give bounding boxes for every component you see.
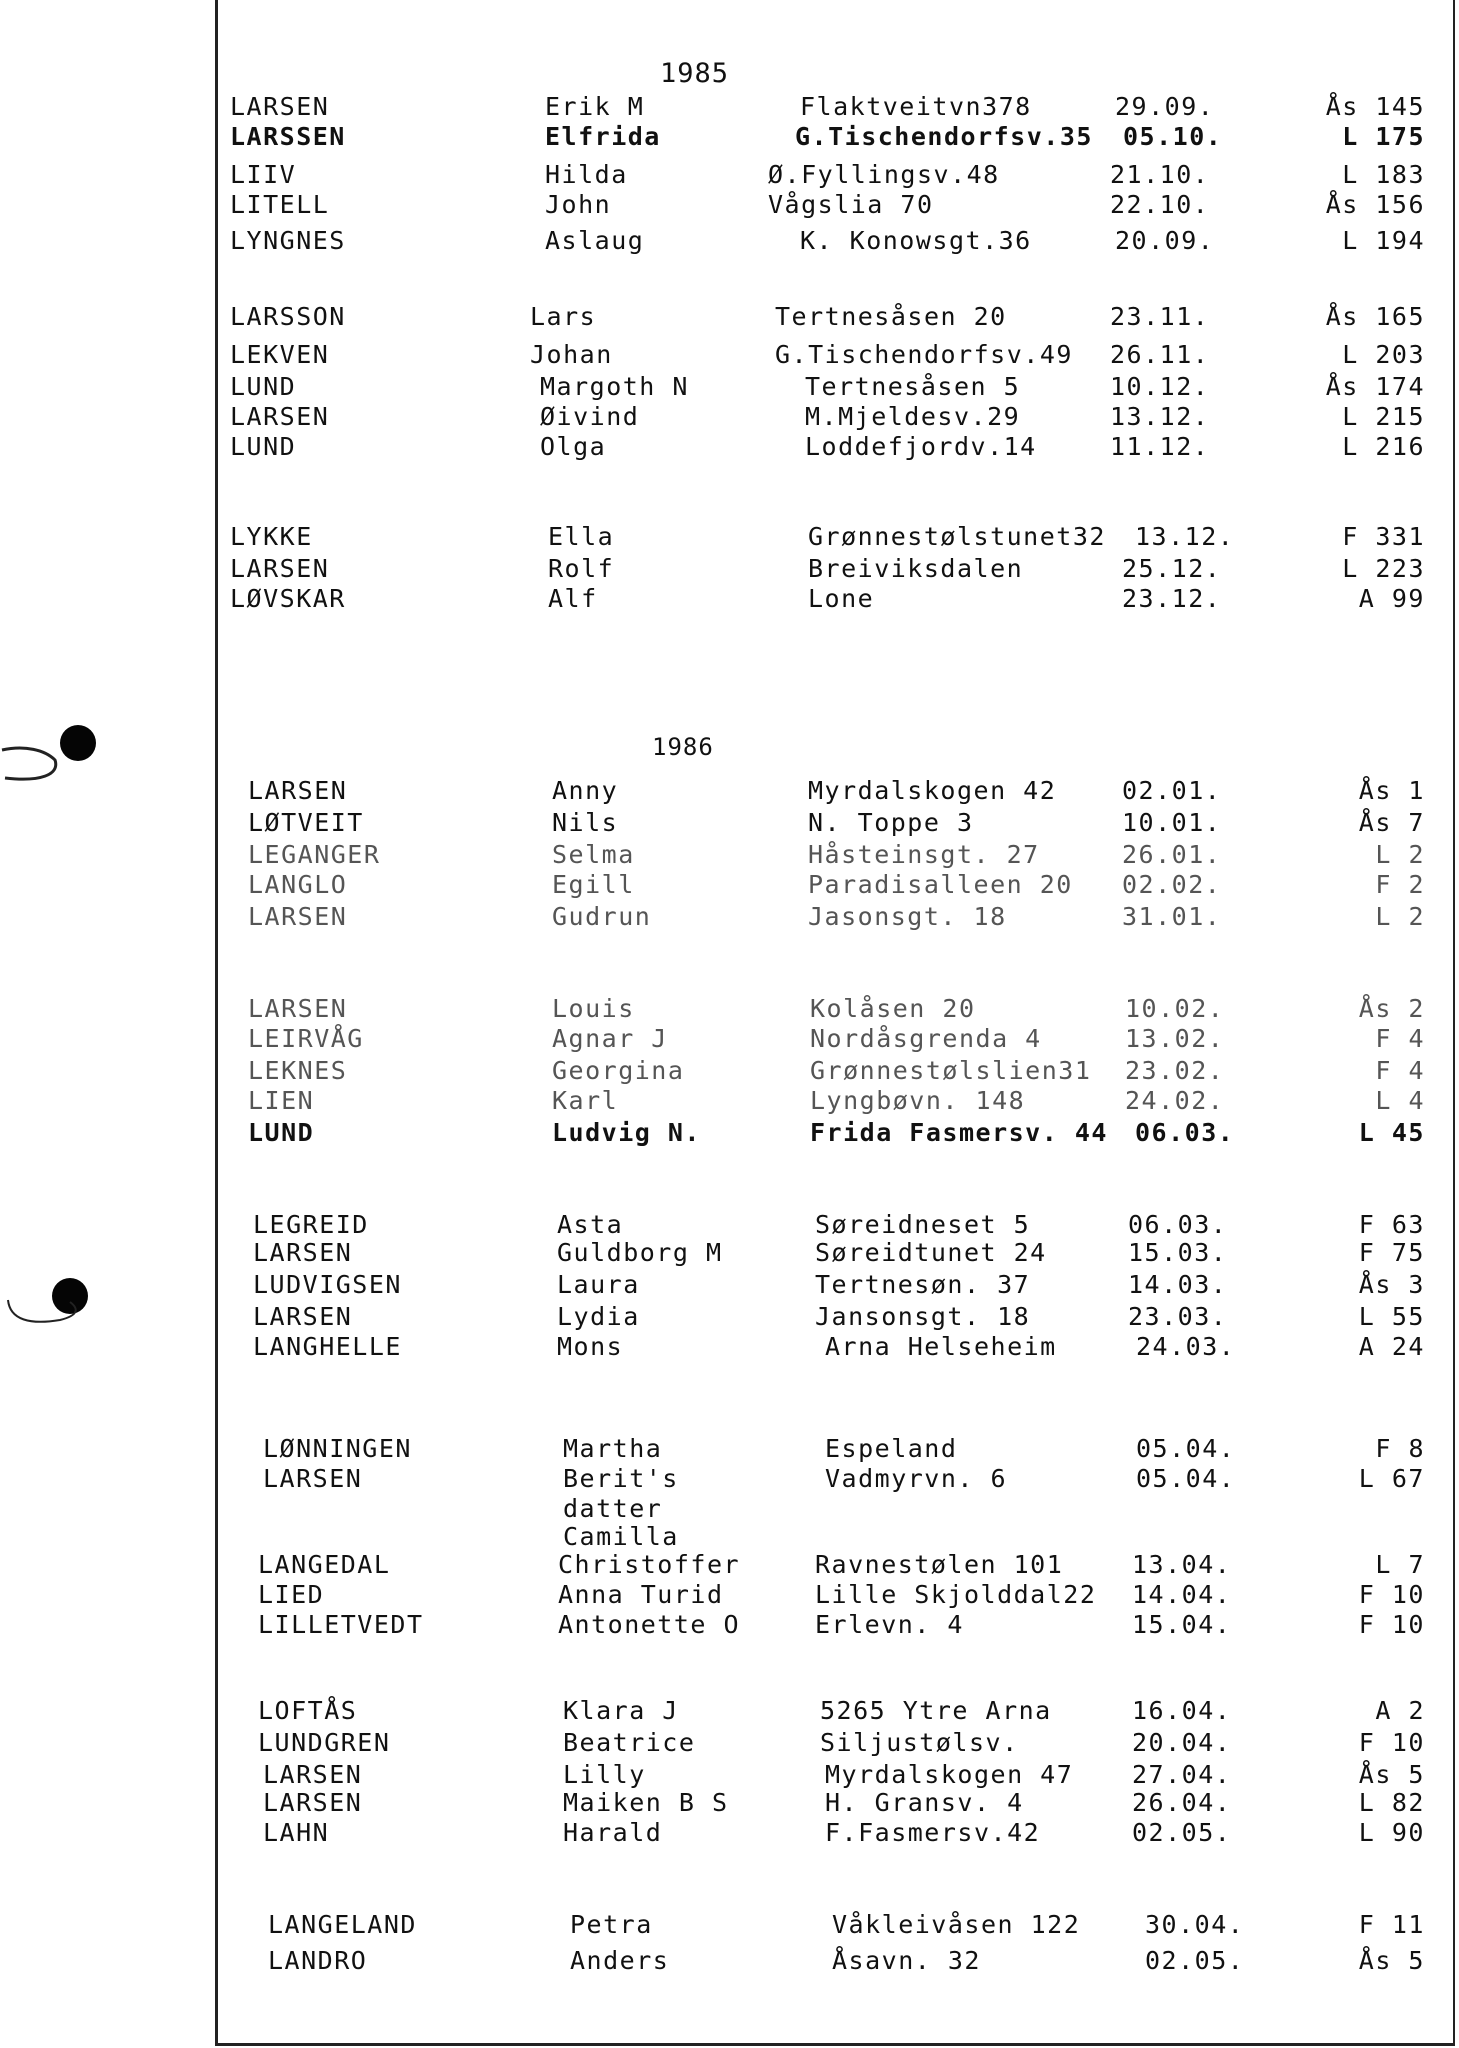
table-row bbox=[230, 402, 1430, 432]
table-row bbox=[230, 1818, 1430, 1848]
address: G.Tischendorfsv.35 bbox=[795, 122, 1093, 151]
table-row bbox=[230, 372, 1430, 402]
ref: Ås 156 bbox=[1325, 190, 1425, 219]
first-name: Laura bbox=[557, 1270, 640, 1299]
address: Lyngbøvn. 148 bbox=[810, 1086, 1026, 1115]
date: 02.02. bbox=[1122, 870, 1222, 899]
ref: F 75 bbox=[1358, 1238, 1425, 1267]
first-name: datter bbox=[563, 1494, 663, 1523]
address: Håsteinsgt. 27 bbox=[808, 840, 1040, 869]
date: 13.12. bbox=[1110, 402, 1210, 431]
ref: Ås 5 bbox=[1358, 1946, 1425, 1975]
last-name: LARSEN bbox=[248, 776, 348, 805]
first-name: Anders bbox=[570, 1946, 670, 1975]
table-row bbox=[230, 1522, 1430, 1552]
ref: F 11 bbox=[1358, 1910, 1425, 1939]
ref: L 2 bbox=[1375, 902, 1425, 931]
last-name: LUND bbox=[230, 372, 297, 401]
ref: A 99 bbox=[1358, 584, 1425, 613]
address: Loddefjordv.14 bbox=[805, 432, 1037, 461]
date: 24.03. bbox=[1136, 1332, 1236, 1361]
last-name: LANGEDAL bbox=[258, 1550, 391, 1579]
first-name: Asta bbox=[557, 1210, 624, 1239]
ref: F 4 bbox=[1375, 1056, 1425, 1085]
ref: L 175 bbox=[1342, 122, 1425, 151]
address: Ø.Fyllingsv.48 bbox=[768, 160, 1000, 189]
last-name: LARSEN bbox=[263, 1760, 363, 1789]
last-name: LARSSEN bbox=[230, 122, 346, 151]
date: 13.12. bbox=[1135, 522, 1235, 551]
first-name: Georgina bbox=[552, 1056, 685, 1085]
table-row bbox=[230, 340, 1430, 370]
table-row bbox=[230, 1434, 1430, 1464]
table-row bbox=[230, 1580, 1430, 1610]
address: Myrdalskogen 42 bbox=[808, 776, 1057, 805]
first-name: Margoth N bbox=[540, 372, 689, 401]
ref: L 90 bbox=[1358, 1818, 1425, 1847]
date: 02.05. bbox=[1132, 1818, 1232, 1847]
ref: L 45 bbox=[1358, 1118, 1425, 1147]
date: 26.04. bbox=[1132, 1788, 1232, 1817]
date: 02.01. bbox=[1122, 776, 1222, 805]
first-name: Mons bbox=[557, 1332, 624, 1361]
last-name: LØVSKAR bbox=[230, 584, 346, 613]
table-row bbox=[230, 1238, 1430, 1268]
first-name: Johan bbox=[530, 340, 613, 369]
table-row bbox=[230, 302, 1430, 332]
date: 05.10. bbox=[1123, 122, 1223, 151]
table-row bbox=[230, 994, 1430, 1024]
last-name: LILLETVEDT bbox=[258, 1610, 424, 1639]
table-row bbox=[230, 122, 1430, 152]
ref: Ås 165 bbox=[1325, 302, 1425, 331]
date: 26.11. bbox=[1110, 340, 1210, 369]
last-name: LOFTÅS bbox=[258, 1696, 358, 1725]
ref: L 194 bbox=[1342, 226, 1425, 255]
first-name: Øivind bbox=[540, 402, 640, 431]
address: Tertnesøn. 37 bbox=[815, 1270, 1031, 1299]
table-row bbox=[230, 808, 1430, 838]
date: 22.10. bbox=[1110, 190, 1210, 219]
date: 06.03. bbox=[1135, 1118, 1235, 1147]
first-name: Ella bbox=[548, 522, 615, 551]
ref: L 183 bbox=[1342, 160, 1425, 189]
ref: Ås 7 bbox=[1358, 808, 1425, 837]
address: Myrdalskogen 47 bbox=[825, 1760, 1074, 1789]
address: M.Mjeldesv.29 bbox=[805, 402, 1021, 431]
first-name: Louis bbox=[552, 994, 635, 1023]
table-row bbox=[230, 1910, 1430, 1940]
table-row bbox=[230, 226, 1430, 256]
ref: A 24 bbox=[1358, 1332, 1425, 1361]
year-heading: 1986 bbox=[652, 733, 714, 761]
last-name: LANGLO bbox=[248, 870, 348, 899]
address: H. Gransv. 4 bbox=[825, 1788, 1024, 1817]
first-name: Guldborg M bbox=[557, 1238, 723, 1267]
date: 23.02. bbox=[1125, 1056, 1225, 1085]
last-name: LUND bbox=[230, 432, 297, 461]
address: Flaktveitvn378 bbox=[800, 92, 1032, 121]
last-name: LANGHELLE bbox=[253, 1332, 402, 1361]
ref: F 8 bbox=[1375, 1434, 1425, 1463]
ref: F 10 bbox=[1358, 1728, 1425, 1757]
address: Åsavn. 32 bbox=[832, 1946, 981, 1975]
address: Tertnesåsen 20 bbox=[775, 302, 1007, 331]
first-name: Gudrun bbox=[552, 902, 652, 931]
date: 10.01. bbox=[1122, 808, 1222, 837]
first-name: Petra bbox=[570, 1910, 653, 1939]
ref: Ås 174 bbox=[1325, 372, 1425, 401]
first-name: John bbox=[545, 190, 612, 219]
first-name: Anna Turid bbox=[558, 1580, 724, 1609]
address: K. Konowsgt.36 bbox=[800, 226, 1032, 255]
first-name: Berit's bbox=[563, 1464, 679, 1493]
last-name: LAHN bbox=[263, 1818, 330, 1847]
first-name: Selma bbox=[552, 840, 635, 869]
table-row bbox=[230, 1550, 1430, 1580]
address: G.Tischendorfsv.49 bbox=[775, 340, 1073, 369]
date: 29.09. bbox=[1115, 92, 1215, 121]
address: Espeland bbox=[825, 1434, 958, 1463]
date: 05.04. bbox=[1136, 1464, 1236, 1493]
table-row bbox=[230, 1332, 1430, 1362]
first-name: Lars bbox=[530, 302, 597, 331]
first-name: Agnar J bbox=[552, 1024, 668, 1053]
first-name: Anny bbox=[552, 776, 619, 805]
address: Vadmyrvn. 6 bbox=[825, 1464, 1008, 1493]
first-name: Lydia bbox=[557, 1302, 640, 1331]
ref: Ås 3 bbox=[1358, 1270, 1425, 1299]
ref: F 10 bbox=[1358, 1610, 1425, 1639]
last-name: LARSEN bbox=[230, 92, 330, 121]
date: 30.04. bbox=[1145, 1910, 1245, 1939]
table-row bbox=[230, 522, 1430, 552]
table-row bbox=[230, 1086, 1430, 1116]
first-name: Elfrida bbox=[545, 122, 661, 151]
last-name: LØTVEIT bbox=[248, 808, 364, 837]
last-name: LARSEN bbox=[263, 1788, 363, 1817]
first-name: Antonette O bbox=[558, 1610, 741, 1639]
address: Lille Skjolddal22 bbox=[815, 1580, 1097, 1609]
address: 5265 Ytre Arna bbox=[820, 1696, 1052, 1725]
last-name: LIEN bbox=[248, 1086, 315, 1115]
address: Erlevn. 4 bbox=[815, 1610, 964, 1639]
table-row bbox=[230, 1210, 1430, 1240]
date: 13.04. bbox=[1132, 1550, 1232, 1579]
last-name: LIIV bbox=[230, 160, 297, 189]
date: 02.05. bbox=[1145, 1946, 1245, 1975]
address: Søreidtunet 24 bbox=[815, 1238, 1047, 1267]
first-name: Lilly bbox=[563, 1760, 646, 1789]
ref: Ås 1 bbox=[1358, 776, 1425, 805]
first-name: Nils bbox=[552, 808, 619, 837]
ref: F 2 bbox=[1375, 870, 1425, 899]
date: 27.04. bbox=[1132, 1760, 1232, 1789]
date: 14.04. bbox=[1132, 1580, 1232, 1609]
address: Frida Fasmersv. 44 bbox=[810, 1118, 1108, 1147]
ref: F 63 bbox=[1358, 1210, 1425, 1239]
last-name: LUDVIGSEN bbox=[253, 1270, 402, 1299]
last-name: LEIRVÅG bbox=[248, 1024, 364, 1053]
date: 10.12. bbox=[1110, 372, 1210, 401]
date: 10.02. bbox=[1125, 994, 1225, 1023]
table-row bbox=[230, 160, 1430, 190]
last-name: LYNGNES bbox=[230, 226, 346, 255]
table-row bbox=[230, 1270, 1430, 1300]
table-row bbox=[230, 902, 1430, 932]
table-row bbox=[230, 584, 1430, 614]
address: Ravnestølen 101 bbox=[815, 1550, 1064, 1579]
date: 15.04. bbox=[1132, 1610, 1232, 1639]
table-row bbox=[230, 190, 1430, 220]
ref: L 223 bbox=[1342, 554, 1425, 583]
last-name: LARSEN bbox=[253, 1238, 353, 1267]
date: 26.01. bbox=[1122, 840, 1222, 869]
address: Kolåsen 20 bbox=[810, 994, 976, 1023]
table-row bbox=[230, 870, 1430, 900]
last-name: LANDRO bbox=[268, 1946, 368, 1975]
table-row bbox=[230, 1696, 1430, 1726]
date: 06.03. bbox=[1128, 1210, 1228, 1239]
last-name: LUND bbox=[248, 1118, 315, 1147]
ref: L 82 bbox=[1358, 1788, 1425, 1817]
last-name: LANGELAND bbox=[268, 1910, 417, 1939]
address: Våkleivåsen 122 bbox=[832, 1910, 1081, 1939]
date: 20.04. bbox=[1132, 1728, 1232, 1757]
date: 13.02. bbox=[1125, 1024, 1225, 1053]
last-name: LARSSON bbox=[230, 302, 346, 331]
last-name: LARSEN bbox=[248, 994, 348, 1023]
address: Vågslia 70 bbox=[768, 190, 934, 219]
last-name: LEKNES bbox=[248, 1056, 348, 1085]
date: 15.03. bbox=[1128, 1238, 1228, 1267]
table-row bbox=[230, 92, 1430, 122]
last-name: LARSEN bbox=[263, 1464, 363, 1493]
date: 16.04. bbox=[1132, 1696, 1232, 1725]
table-row bbox=[230, 1946, 1430, 1976]
address: F.Fasmersv.42 bbox=[825, 1818, 1041, 1847]
table-row bbox=[230, 1610, 1430, 1640]
first-name: Karl bbox=[552, 1086, 619, 1115]
last-name: LUNDGREN bbox=[258, 1728, 391, 1757]
ref: L 216 bbox=[1342, 432, 1425, 461]
address: Jasonsgt. 18 bbox=[808, 902, 1007, 931]
date: 20.09. bbox=[1115, 226, 1215, 255]
date: 21.10. bbox=[1110, 160, 1210, 189]
address: Breiviksdalen bbox=[808, 554, 1024, 583]
ref: F 10 bbox=[1358, 1580, 1425, 1609]
date: 24.02. bbox=[1125, 1086, 1225, 1115]
table-row bbox=[230, 1056, 1430, 1086]
table-row bbox=[230, 840, 1430, 870]
address: Grønnestølstunet32 bbox=[808, 522, 1106, 551]
first-name: Camilla bbox=[563, 1522, 679, 1551]
last-name: LEGREID bbox=[253, 1210, 369, 1239]
first-name: Christoffer bbox=[558, 1550, 741, 1579]
address: Paradisalleen 20 bbox=[808, 870, 1073, 899]
address: Lone bbox=[808, 584, 875, 613]
last-name: LYKKE bbox=[230, 522, 313, 551]
address: Søreidneset 5 bbox=[815, 1210, 1031, 1239]
address: Tertnesåsen 5 bbox=[805, 372, 1021, 401]
first-name: Maiken B S bbox=[563, 1788, 729, 1817]
first-name: Rolf bbox=[548, 554, 615, 583]
date: 23.11. bbox=[1110, 302, 1210, 331]
first-name: Harald bbox=[563, 1818, 663, 1847]
ref: L 215 bbox=[1342, 402, 1425, 431]
date: 23.12. bbox=[1122, 584, 1222, 613]
first-name: Ludvig N. bbox=[552, 1118, 701, 1147]
address: Arna Helseheim bbox=[825, 1332, 1057, 1361]
table-row bbox=[230, 1494, 1430, 1524]
last-name: LITELL bbox=[230, 190, 330, 219]
table-row bbox=[230, 1788, 1430, 1818]
ref: L 203 bbox=[1342, 340, 1425, 369]
table-row bbox=[230, 1024, 1430, 1054]
ref: Ås 145 bbox=[1325, 92, 1425, 121]
date: 31.01. bbox=[1122, 902, 1222, 931]
first-name: Klara J bbox=[563, 1696, 679, 1725]
table-row bbox=[230, 1118, 1430, 1148]
pen-mark-icon bbox=[0, 1280, 100, 1350]
last-name: LØNNINGEN bbox=[263, 1434, 412, 1463]
pen-mark-icon bbox=[0, 720, 100, 790]
address: Grønnestølslien31 bbox=[810, 1056, 1092, 1085]
ref: A 2 bbox=[1375, 1696, 1425, 1725]
date: 11.12. bbox=[1110, 432, 1210, 461]
last-name: LARSEN bbox=[230, 554, 330, 583]
address: Nordåsgrenda 4 bbox=[810, 1024, 1042, 1053]
ref: F 4 bbox=[1375, 1024, 1425, 1053]
ref: L 67 bbox=[1358, 1464, 1425, 1493]
first-name: Beatrice bbox=[563, 1728, 696, 1757]
last-name: LARSEN bbox=[248, 902, 348, 931]
table-row bbox=[230, 1464, 1430, 1494]
last-name: LEKVEN bbox=[230, 340, 330, 369]
date: 23.03. bbox=[1128, 1302, 1228, 1331]
ref: L 2 bbox=[1375, 840, 1425, 869]
last-name: LEGANGER bbox=[248, 840, 381, 869]
ref: Ås 2 bbox=[1358, 994, 1425, 1023]
date: 25.12. bbox=[1122, 554, 1222, 583]
date: 05.04. bbox=[1136, 1434, 1236, 1463]
ref: Ås 5 bbox=[1358, 1760, 1425, 1789]
address: Jansonsgt. 18 bbox=[815, 1302, 1031, 1331]
last-name: LARSEN bbox=[253, 1302, 353, 1331]
year-heading: 1985 bbox=[660, 58, 730, 89]
table-row bbox=[230, 554, 1430, 584]
table-row bbox=[230, 432, 1430, 462]
ref: L 7 bbox=[1375, 1550, 1425, 1579]
ref: L 4 bbox=[1375, 1086, 1425, 1115]
address: N. Toppe 3 bbox=[808, 808, 974, 837]
first-name: Hilda bbox=[545, 160, 628, 189]
table-row bbox=[230, 776, 1430, 806]
table-row bbox=[230, 1760, 1430, 1790]
address: Siljustølsv. bbox=[820, 1728, 1019, 1757]
first-name: Olga bbox=[540, 432, 607, 461]
table-row bbox=[230, 1302, 1430, 1332]
ref: L 55 bbox=[1358, 1302, 1425, 1331]
last-name: LIED bbox=[258, 1580, 325, 1609]
date: 14.03. bbox=[1128, 1270, 1228, 1299]
last-name: LARSEN bbox=[230, 402, 330, 431]
first-name: Egill bbox=[552, 870, 635, 899]
first-name: Alf bbox=[548, 584, 598, 613]
first-name: Aslaug bbox=[545, 226, 645, 255]
table-row bbox=[230, 1728, 1430, 1758]
first-name: Martha bbox=[563, 1434, 663, 1463]
first-name: Erik M bbox=[545, 92, 645, 121]
ref: F 331 bbox=[1342, 522, 1425, 551]
